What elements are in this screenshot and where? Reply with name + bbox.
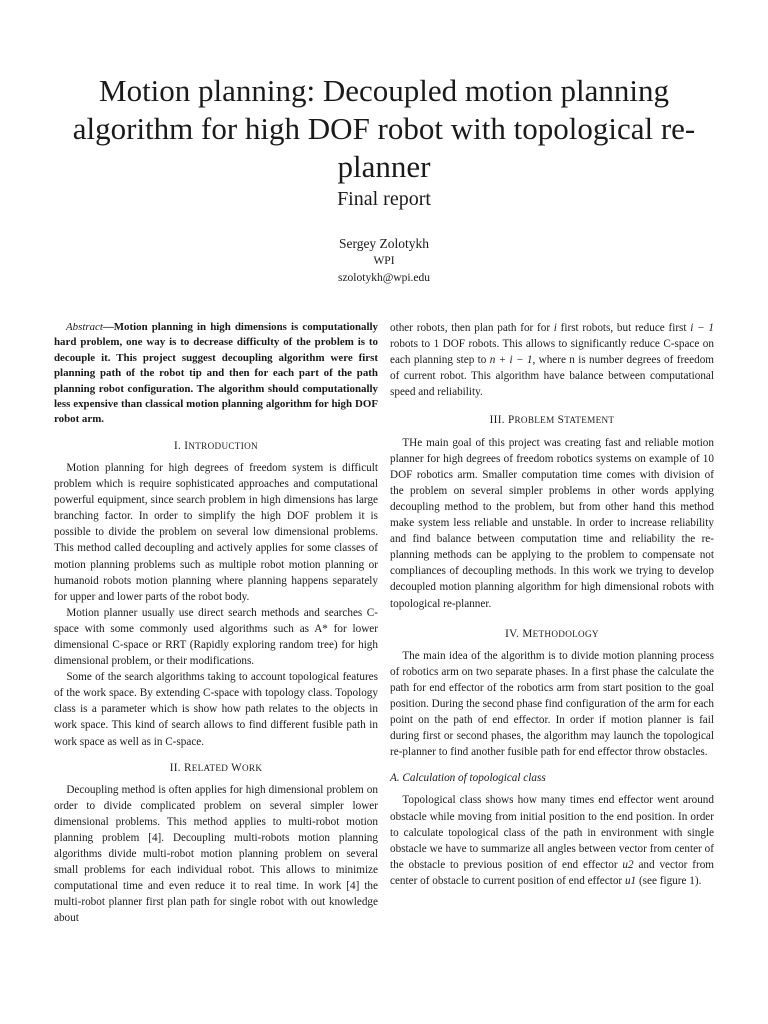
abstract (54, 320, 378, 428)
method-paragraph-1: The main idea of the algorithm is to divide motion planning process of robotics arm on two separate phases. In a first phase the calculate the path for end effector of the robotics arm from start position to the goal position. During the second phase find configuration of the arm for each point on the path of end effector. In order if motion planner is fail during first or second phases, the algorithm may launch the topological re-planner to find another fusible path for end effector throw obstacles. (390, 649, 714, 759)
subsection-heading-topological-class: A. Calculation of topological class (390, 772, 546, 785)
intro-paragraph-3: Some of the search algorithms taking to account topological features of the work space. By extending C-space with topology class. Topology class is a parameter which is show how path relates to the objects in work space. This kind of search allows to find different fusible path in work space as well as in C-space. (54, 671, 378, 748)
author-email[interactable]: szolotykh@wpi.edu (337, 272, 431, 284)
related-paragraph-1: Decoupling method is often applies for high dimensional problem on order to divide complicated problem on several simpler lower dimensional problems. This method applies to multi-robot motion planning problem [4]. Decoupling multi-robots motion planning algorithms divide multi-robot motion planning problem on several small problems for each individual robot. This allows to minimize computational time and even reduce it to real time. In work [4] the multi-robot planner first plan path for single robot with out knowledge about (54, 783, 378, 925)
section-heading-introduction: I. INTRODUCTION (174, 439, 258, 452)
left-column (54, 320, 378, 927)
intro-paragraph-2: Motion planner usually use direct search methods and searches C-space with some commonly used algorithms such as A* for lower dimensional C-space or RRT (Rapidly exploring random tree) for high dimensional problem, or their modifications. (54, 606, 378, 668)
abstract-dash: — (102, 321, 114, 333)
topology-paragraph-1: Topological class shows how many times end effector went around obstacle while moving from initial position to the end position. In order to calculate topological class of the path in environment with single obstacle we have to summarize all angles between vector from center of the obstacle to previous position of end effector u2 and vector from center of obstacle to current position of end effector u1 (see figure 1). (390, 794, 714, 887)
paper-subtitle: Final report (337, 188, 431, 210)
author-name: Sergey Zolotykh (338, 236, 430, 251)
right-column (390, 320, 714, 889)
abstract-text: Motion planning in high dimensions is computationally hard problem, one way is to decrease difficulty of the problem is to decouple it. This project suggest decoupling algorithm were first planning path of the robot tip and then for each part of the path planning robot configuration. The algorithm should computationally less expensive than classical motion planning algorithm for high DOF robot arm. (54, 321, 378, 426)
related-paragraph-2: other robots, then plan path for for i first robots, but reduce first i − 1 robots to 1 DOF robots. This allows to significantly reduce C-space on each planning step to n + i − 1, where n is number degrees of freedom of current robot. This algorithm have balance between computational speed and reliability. (390, 322, 714, 399)
intro-paragraph-1: Motion planning for high degrees of freedom system is difficult problem which is require sophisticated approaches and computational powerful equipment, since search problem in high dimensions has large branching factor. In order to simplify the high DOF problem it is possible to divide the problem on several low dimensional problems. This method called decoupling and actively applies for some classes of motion planning problems such as multiple robot motion planning or humanoid robots motion planning where planning happens separately for upper and lower parts of the robot body. (54, 461, 378, 603)
abstract-lead: Abstract (65, 321, 103, 333)
section-heading-problem-statement: III. PROBLEM STATEMENT (489, 414, 615, 427)
author-institution: WPI (373, 255, 395, 267)
paper-title: Motion planning: Decoupled motion planning algorithm for high DOF robot with topological re-planner (72, 73, 696, 184)
problem-paragraph-1: THe main goal of this project was creating fast and reliable motion planner for high degrees of freedom robotics systems on example of 10 DOF robotics arm. Smaller computation time comes with division of the problem on several simpler problems in other words applying decoupling method to the problem, but from other hand this method make system less reliable and unstable. In order to increase reliability and find balance between computation time and reliability the re-planning methods can be applying to the problem to compensate not compliances of decoupling methods. In this work we trying to develop decoupled motion planning algorithm for high dimensional robots with topological re-planner. (390, 436, 714, 610)
section-heading-related-work: II. RELATED WORK (169, 761, 263, 774)
section-heading-methodology: IV. METHODOLOGY (505, 627, 599, 640)
